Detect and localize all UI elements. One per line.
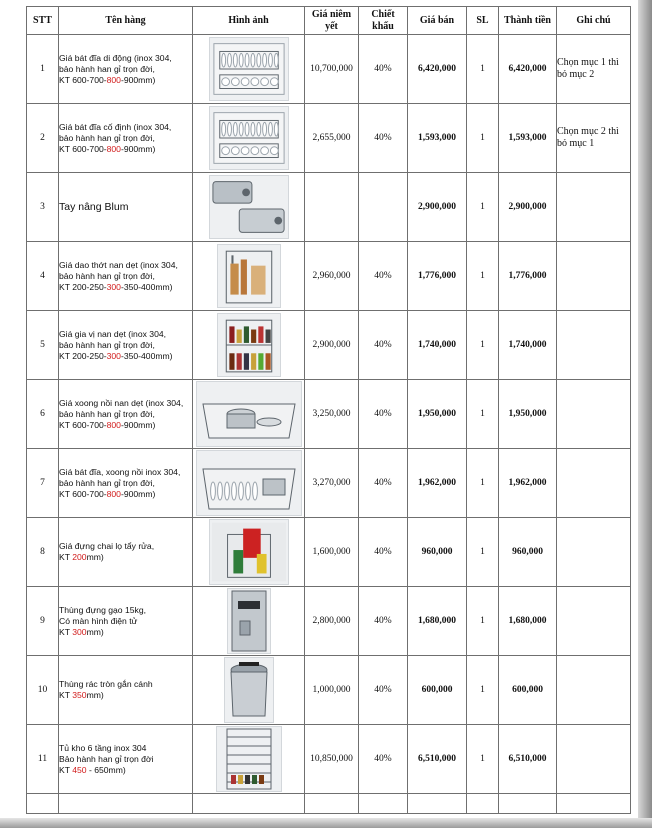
rice-bin-icon	[227, 588, 271, 654]
table-row	[27, 380, 631, 449]
cell-stt: 9	[27, 587, 59, 656]
cell-stt: 5	[27, 311, 59, 380]
header-gia-niem-yet-line2: yết	[325, 20, 338, 32]
cell-quantity: 1	[467, 725, 499, 794]
quotation-table	[26, 6, 631, 814]
knife-board-rack-icon	[217, 244, 281, 308]
cell-stt: 10	[27, 656, 59, 725]
item-name-line1: Giá bát đĩa cố định (inox 304,	[59, 121, 172, 132]
cell-quantity: 1	[467, 173, 499, 242]
item-name-line2: bảo hành han gỉ trọn đời,	[59, 339, 155, 350]
cell-note	[557, 380, 631, 449]
cell-item-name	[59, 380, 193, 449]
cell-note	[557, 518, 631, 587]
empty-cell	[27, 794, 59, 814]
header-ten-hang: Tên hàng	[59, 7, 193, 35]
item-name-line1: Giá gia vị nan dẹt (inox 304,	[59, 328, 167, 339]
cell-note	[557, 242, 631, 311]
item-size-prefix: KT 600-700-	[59, 419, 107, 430]
cell-list-price: 3,270,000	[305, 449, 359, 518]
header-stt: STT	[27, 7, 59, 35]
header-row	[27, 7, 631, 35]
item-size-highlight: 450	[72, 764, 87, 775]
item-size-highlight: 350	[72, 690, 87, 700]
cell-quantity: 1	[467, 104, 499, 173]
item-size-suffix: -900mm)	[120, 74, 156, 85]
cell-total: 1,962,000	[499, 449, 557, 518]
item-name-line2: Bảo hành han gỉ trọn đời	[59, 753, 154, 764]
item-size-prefix: KT 200-250-	[59, 350, 107, 361]
cell-total: 1,740,000	[499, 311, 557, 380]
cell-note: Chọn mục 1 thì bỏ mục 2	[557, 35, 631, 104]
item-size-highlight: 300	[106, 281, 121, 292]
table-row	[27, 35, 631, 104]
cell-image	[193, 587, 305, 656]
cell-image	[193, 656, 305, 725]
cell-total: 6,510,000	[499, 725, 557, 794]
item-size-highlight: 300	[72, 626, 87, 637]
table-row	[27, 104, 631, 173]
cell-discount: 40%	[359, 242, 408, 311]
cell-list-price: 3,250,000	[305, 380, 359, 449]
bottle-rack-icon	[209, 519, 289, 585]
cell-quantity: 1	[467, 449, 499, 518]
cell-sale-price: 2,900,000	[408, 173, 467, 242]
cell-sale-price: 1,740,000	[408, 311, 467, 380]
item-name-line2: bảo hành han gỉ trọn đời,	[59, 270, 155, 281]
cell-item-name	[59, 587, 193, 656]
page-edge-shadow-bottom	[0, 818, 652, 828]
table-row	[27, 725, 631, 794]
item-size-line	[59, 420, 155, 430]
cell-image	[193, 380, 305, 449]
cell-discount: 40%	[359, 518, 408, 587]
cell-stt: 11	[27, 725, 59, 794]
cell-discount: 40%	[359, 104, 408, 173]
header-ghi-chu: Ghi chú	[557, 7, 631, 35]
dish-rack-lift-icon	[209, 37, 289, 101]
cell-sale-price: 1,950,000	[408, 380, 467, 449]
item-size-highlight: 300	[106, 350, 121, 361]
item-size-prefix: KT 600-700-	[59, 488, 107, 499]
header-chiet-khau	[359, 7, 408, 35]
cell-quantity: 1	[467, 242, 499, 311]
cell-total: 960,000	[499, 518, 557, 587]
item-size-line	[59, 489, 155, 499]
cell-total: 1,680,000	[499, 587, 557, 656]
cell-stt: 1	[27, 35, 59, 104]
cell-stt: 2	[27, 104, 59, 173]
item-size-highlight: 800	[106, 488, 121, 499]
item-size-prefix: KT	[59, 690, 73, 700]
cell-item-name	[59, 173, 193, 242]
cell-image	[193, 449, 305, 518]
header-sl: SL	[467, 7, 499, 35]
cell-discount: 40%	[359, 725, 408, 794]
header-chiet-khau-line1: Chiết	[371, 8, 395, 20]
cell-image	[193, 242, 305, 311]
item-size-line	[59, 765, 126, 775]
cell-quantity: 1	[467, 587, 499, 656]
cell-list-price: 2,655,000	[305, 104, 359, 173]
item-name-line1: Giá dao thớt nan dẹt (inox 304,	[59, 259, 178, 270]
cell-stt: 4	[27, 242, 59, 311]
item-name-line1: Giá xoong nồi nan dẹt (inox 304,	[59, 397, 184, 408]
item-name-line1: Tay nâng Blum	[59, 200, 129, 213]
item-name-line2: bảo hành han gỉ trọn đời,	[59, 477, 155, 488]
cell-image	[193, 311, 305, 380]
item-size-suffix: -900mm)	[120, 419, 156, 430]
item-size-prefix: KT 600-700-	[59, 74, 107, 85]
item-size-line	[59, 144, 155, 154]
cell-image	[193, 104, 305, 173]
dish-rack-fixed-icon	[209, 106, 289, 170]
cell-discount: 40%	[359, 311, 408, 380]
item-size-line	[59, 552, 104, 562]
cell-total: 1,593,000	[499, 104, 557, 173]
item-size-line	[59, 627, 104, 637]
header-gia-niem-yet-line1: Giá niêm	[311, 8, 352, 20]
empty-cell	[59, 794, 193, 814]
item-size-suffix: mm)	[86, 626, 104, 637]
pantry-unit-icon	[216, 726, 282, 792]
item-size-highlight: 800	[106, 74, 121, 85]
cell-list-price: 1,000,000	[305, 656, 359, 725]
empty-cell	[305, 794, 359, 814]
cell-discount: 40%	[359, 656, 408, 725]
item-name-line1: Giá bát đĩa di động (inox 304,	[59, 52, 172, 63]
empty-cell	[193, 794, 305, 814]
trash-bin-icon	[224, 657, 274, 723]
item-name-line2: bảo hành han gỉ trọn đời,	[59, 63, 155, 74]
cell-total: 1,950,000	[499, 380, 557, 449]
table-row	[27, 311, 631, 380]
item-size-suffix: mm)	[86, 552, 104, 562]
table-row	[27, 242, 631, 311]
cell-quantity: 1	[467, 656, 499, 725]
cell-quantity: 1	[467, 35, 499, 104]
item-size-prefix: KT	[59, 552, 73, 562]
empty-cell	[359, 794, 408, 814]
cell-image	[193, 518, 305, 587]
cell-total: 600,000	[499, 656, 557, 725]
cell-note	[557, 311, 631, 380]
cell-list-price: 2,900,000	[305, 311, 359, 380]
item-size-prefix: KT 600-700-	[59, 143, 107, 154]
cell-item-name	[59, 311, 193, 380]
cell-sale-price: 960,000	[408, 518, 467, 587]
item-size-suffix: - 650mm)	[86, 764, 126, 775]
item-size-suffix: -900mm)	[120, 143, 156, 154]
cell-total: 1,776,000	[499, 242, 557, 311]
empty-cell	[557, 794, 631, 814]
cell-item-name	[59, 449, 193, 518]
item-size-line	[59, 282, 173, 292]
cell-list-price: 2,960,000	[305, 242, 359, 311]
cell-quantity: 1	[467, 380, 499, 449]
cell-sale-price: 6,510,000	[408, 725, 467, 794]
cell-item-name	[59, 725, 193, 794]
cell-stt: 6	[27, 380, 59, 449]
item-name-line1: Tủ kho 6 tầng inox 304	[59, 742, 147, 753]
blum-lift-icon	[209, 175, 289, 239]
header-hinh-anh: Hình ảnh	[193, 7, 305, 35]
table-row	[27, 173, 631, 242]
cell-sale-price: 1,776,000	[408, 242, 467, 311]
pot-rack-icon	[196, 381, 302, 447]
cell-sale-price: 1,962,000	[408, 449, 467, 518]
cell-sale-price: 6,420,000	[408, 35, 467, 104]
cell-stt: 3	[27, 173, 59, 242]
table-row	[27, 449, 631, 518]
item-size-suffix: -350-400mm)	[120, 350, 173, 361]
item-name-line1: Giá bát đĩa, xoong nồi inox 304,	[59, 466, 181, 477]
empty-cell	[408, 794, 467, 814]
cell-item-name	[59, 518, 193, 587]
page-edge-shadow-right	[638, 0, 652, 828]
cell-note	[557, 587, 631, 656]
cell-discount: 40%	[359, 380, 408, 449]
item-size-prefix: KT	[59, 626, 73, 637]
empty-cell	[467, 794, 499, 814]
cell-sale-price: 1,680,000	[408, 587, 467, 656]
item-name-line1: Thùng đựng gạo 15kg,	[59, 604, 146, 615]
cell-list-price: 1,600,000	[305, 518, 359, 587]
item-name-line2: Có màn hình điện tử	[59, 615, 138, 626]
item-name-line1: Giá đựng chai lọ tẩy rửa,	[59, 541, 155, 551]
header-gia-ban: Giá bán	[408, 7, 467, 35]
table-row	[27, 656, 631, 725]
item-size-prefix: KT 200-250-	[59, 281, 107, 292]
cell-sale-price: 1,593,000	[408, 104, 467, 173]
cell-discount: 40%	[359, 449, 408, 518]
cell-total: 6,420,000	[499, 35, 557, 104]
cell-item-name	[59, 242, 193, 311]
cell-item-name	[59, 104, 193, 173]
cell-image	[193, 725, 305, 794]
table-row-empty	[27, 794, 631, 814]
item-size-line	[59, 690, 104, 700]
cell-stt: 8	[27, 518, 59, 587]
cell-list-price: 2,800,000	[305, 587, 359, 656]
cell-quantity: 1	[467, 311, 499, 380]
cell-stt: 7	[27, 449, 59, 518]
table-row	[27, 518, 631, 587]
cell-list-price: 10,850,000	[305, 725, 359, 794]
item-size-line	[59, 75, 155, 85]
dish-pot-rack-icon	[196, 450, 302, 516]
header-thanh-tien: Thành tiền	[499, 7, 557, 35]
cell-total: 2,900,000	[499, 173, 557, 242]
item-size-suffix: -350-400mm)	[120, 281, 173, 292]
cell-list-price: 10,700,000	[305, 35, 359, 104]
cell-discount: 40%	[359, 35, 408, 104]
cell-note	[557, 449, 631, 518]
item-size-suffix: -900mm)	[120, 488, 156, 499]
item-size-highlight: 200	[72, 552, 87, 562]
spice-rack-icon	[217, 313, 281, 377]
header-chiet-khau-line2: khấu	[372, 20, 394, 32]
item-name-line2: bảo hành han gỉ trọn đời,	[59, 132, 155, 143]
cell-note: Chọn mục 2 thì bỏ mục 1	[557, 104, 631, 173]
cell-image	[193, 173, 305, 242]
cell-note	[557, 656, 631, 725]
item-size-highlight: 800	[106, 419, 121, 430]
item-name-line1: Thùng rác tròn gắn cánh	[59, 679, 153, 689]
cell-discount: 40%	[359, 587, 408, 656]
cell-item-name	[59, 35, 193, 104]
cell-note	[557, 725, 631, 794]
cell-image	[193, 35, 305, 104]
item-size-prefix: KT	[59, 764, 73, 775]
cell-quantity: 1	[467, 518, 499, 587]
cell-sale-price: 600,000	[408, 656, 467, 725]
item-name-line2: bảo hành han gỉ trọn đời,	[59, 408, 155, 419]
item-size-suffix: mm)	[86, 690, 104, 700]
empty-cell	[499, 794, 557, 814]
header-gia-niem-yet	[305, 7, 359, 35]
cell-discount	[359, 173, 408, 242]
table-row	[27, 587, 631, 656]
cell-note	[557, 173, 631, 242]
cell-list-price	[305, 173, 359, 242]
item-size-line	[59, 351, 173, 361]
item-size-highlight: 800	[106, 143, 121, 154]
cell-item-name	[59, 656, 193, 725]
